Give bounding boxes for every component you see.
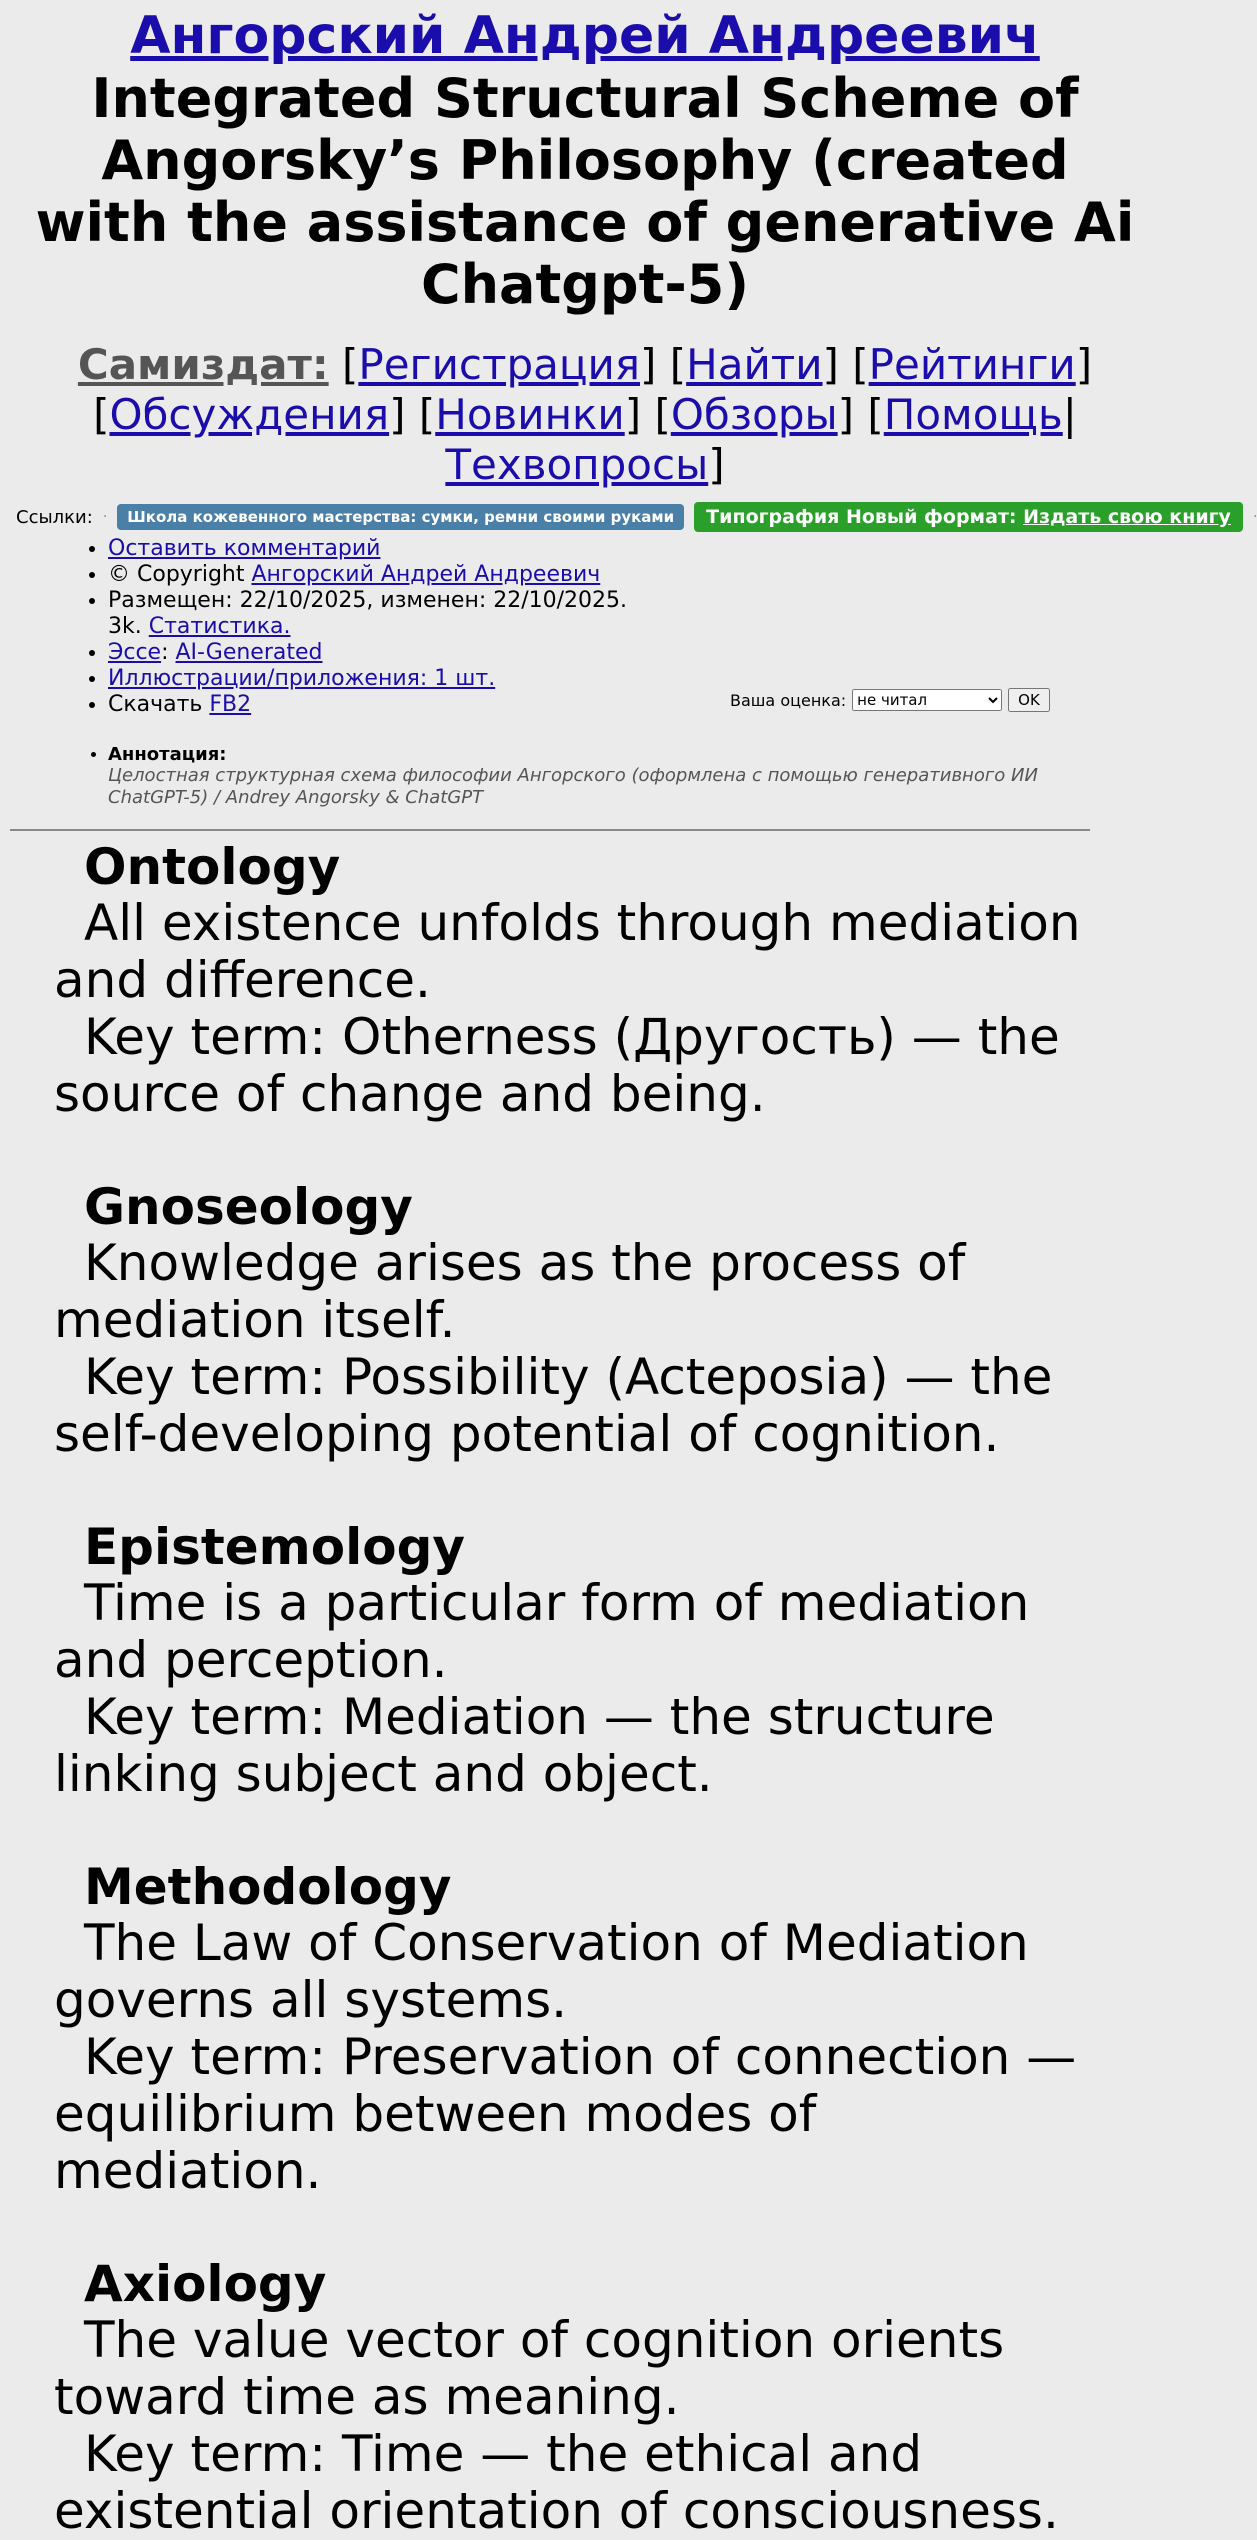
section-key-term: Key term: Possibility (Acteposia) — the self-developing potential of cognition. xyxy=(54,1348,1053,1463)
publish-book-link[interactable]: Издать свою книгу xyxy=(1023,506,1231,528)
copyright-label: © Copyright xyxy=(108,562,252,587)
copyright-author-link[interactable]: Ангорский Андрей Андреевич xyxy=(251,562,601,587)
size-text: 3k. xyxy=(108,614,149,639)
printing-ad-badge[interactable] xyxy=(694,502,1243,532)
section-key-term: Key term: Preservation of connection — equilibrium between modes of mediation. xyxy=(54,2028,1077,2200)
section-key-term: Key term: Time — the ethical and existential orientation of consciousness. xyxy=(54,2425,1059,2540)
nav-register-link[interactable]: Регистрация xyxy=(358,340,641,389)
section-axiology xyxy=(54,2256,1090,2540)
section-ontology xyxy=(54,839,1090,1123)
nav-discussions-link[interactable]: Обсуждения xyxy=(109,390,390,439)
author-link[interactable]: Ангорский Андрей Андреевич xyxy=(130,6,1040,66)
nav-new-link[interactable]: Новинки xyxy=(435,390,625,439)
section-heading: Epistemology xyxy=(84,1518,465,1576)
placed-date-text: Размещен: 22/10/2025, изменен: 22/10/2025. xyxy=(108,588,628,613)
list-item xyxy=(108,744,1170,809)
leather-school-ad-link[interactable]: Школа кожевенного мастерства: сумки, ремни своими руками xyxy=(117,504,684,530)
section-text: The Law of Conservation of Mediation governs all systems. xyxy=(54,1914,1029,2029)
section-heading: Gnoseology xyxy=(84,1178,413,1236)
download-fb2-link[interactable]: FB2 xyxy=(209,692,252,717)
section-heading: Ontology xyxy=(84,838,341,896)
leave-comment-link[interactable]: Оставить комментарий xyxy=(108,536,381,561)
genre-link[interactable]: Эссе xyxy=(108,640,162,665)
annotation-block xyxy=(0,744,1170,809)
section-epistemology xyxy=(54,1519,1090,1803)
work-info xyxy=(0,536,1170,718)
ai-generated-link[interactable]: AI-Generated xyxy=(175,640,323,665)
section-heading: Axiology xyxy=(84,2255,327,2313)
statistics-link[interactable]: Статистика. xyxy=(148,614,291,639)
list-item xyxy=(108,640,1170,666)
page-title: Integrated Structural Scheme of Angorsky’s Philosophy (created with the assistance of generative Ai Chatgpt-5) xyxy=(35,67,1135,316)
section-gnoseology xyxy=(54,1179,1090,1463)
rating-ok-button[interactable]: OK xyxy=(1008,688,1050,712)
section-key-term: Key term: Otherness (Другость) — the source of change and being. xyxy=(54,1008,1060,1123)
section-text: Knowledge arises as the process of mediation itself. xyxy=(54,1234,966,1349)
annotation-label: • Аннотация: xyxy=(108,744,227,765)
section-text: Time is a particular form of mediation and perception. xyxy=(54,1574,1030,1689)
list-item xyxy=(108,536,1170,562)
nav-help-link[interactable]: Помощь xyxy=(883,390,1063,439)
list-item xyxy=(108,588,1170,640)
illustrations-link[interactable]: Иллюстрации/приложения: 1 шт. xyxy=(108,666,496,691)
annotation-text: Целостная структурная схема философии Ангорского (оформлена с помощью генеративного ИИ ChatGPT-5) / Andrey Angorsky & ChatGPT xyxy=(108,765,1038,808)
rating-label: Ваша оценка: xyxy=(730,690,847,710)
site-nav: Самиздат: [Регистрация] [Найти] [Рейтинги] [Обсуждения] [Новинки] [Обзоры] [Помощь| Техвопросы] xyxy=(77,340,1093,489)
section-heading: Methodology xyxy=(84,1858,452,1916)
rating-form xyxy=(730,688,1050,712)
article-body xyxy=(0,831,1170,2540)
section-text: The value vector of cognition orients toward time as meaning. xyxy=(54,2311,1005,2426)
genre-separator: : xyxy=(161,640,176,665)
nav-ratings-link[interactable]: Рейтинги xyxy=(868,340,1076,389)
section-key-term: Key term: Mediation — the structure linking subject and object. xyxy=(54,1688,995,1803)
nav-techquestions-link[interactable]: Техвопросы xyxy=(445,440,709,489)
nav-search-link[interactable]: Найти xyxy=(686,340,823,389)
list-item xyxy=(108,562,1170,588)
samizdat-brand-link[interactable]: Самиздат: xyxy=(77,340,329,389)
bullet-dot-icon: · xyxy=(102,509,108,525)
links-label: Ссылки: xyxy=(16,506,93,528)
section-methodology xyxy=(54,1859,1090,2200)
links-row xyxy=(0,502,1257,532)
download-label: Скачать xyxy=(108,692,210,717)
nav-reviews-link[interactable]: Обзоры xyxy=(670,390,838,439)
section-text: All existence unfolds through mediation and difference. xyxy=(54,894,1081,1009)
printing-ad-prefix: Типография Новый формат: xyxy=(706,506,1024,528)
page-header xyxy=(0,0,1170,316)
rating-select[interactable] xyxy=(852,689,1002,711)
bullet-dot-icon: · xyxy=(1252,509,1257,525)
